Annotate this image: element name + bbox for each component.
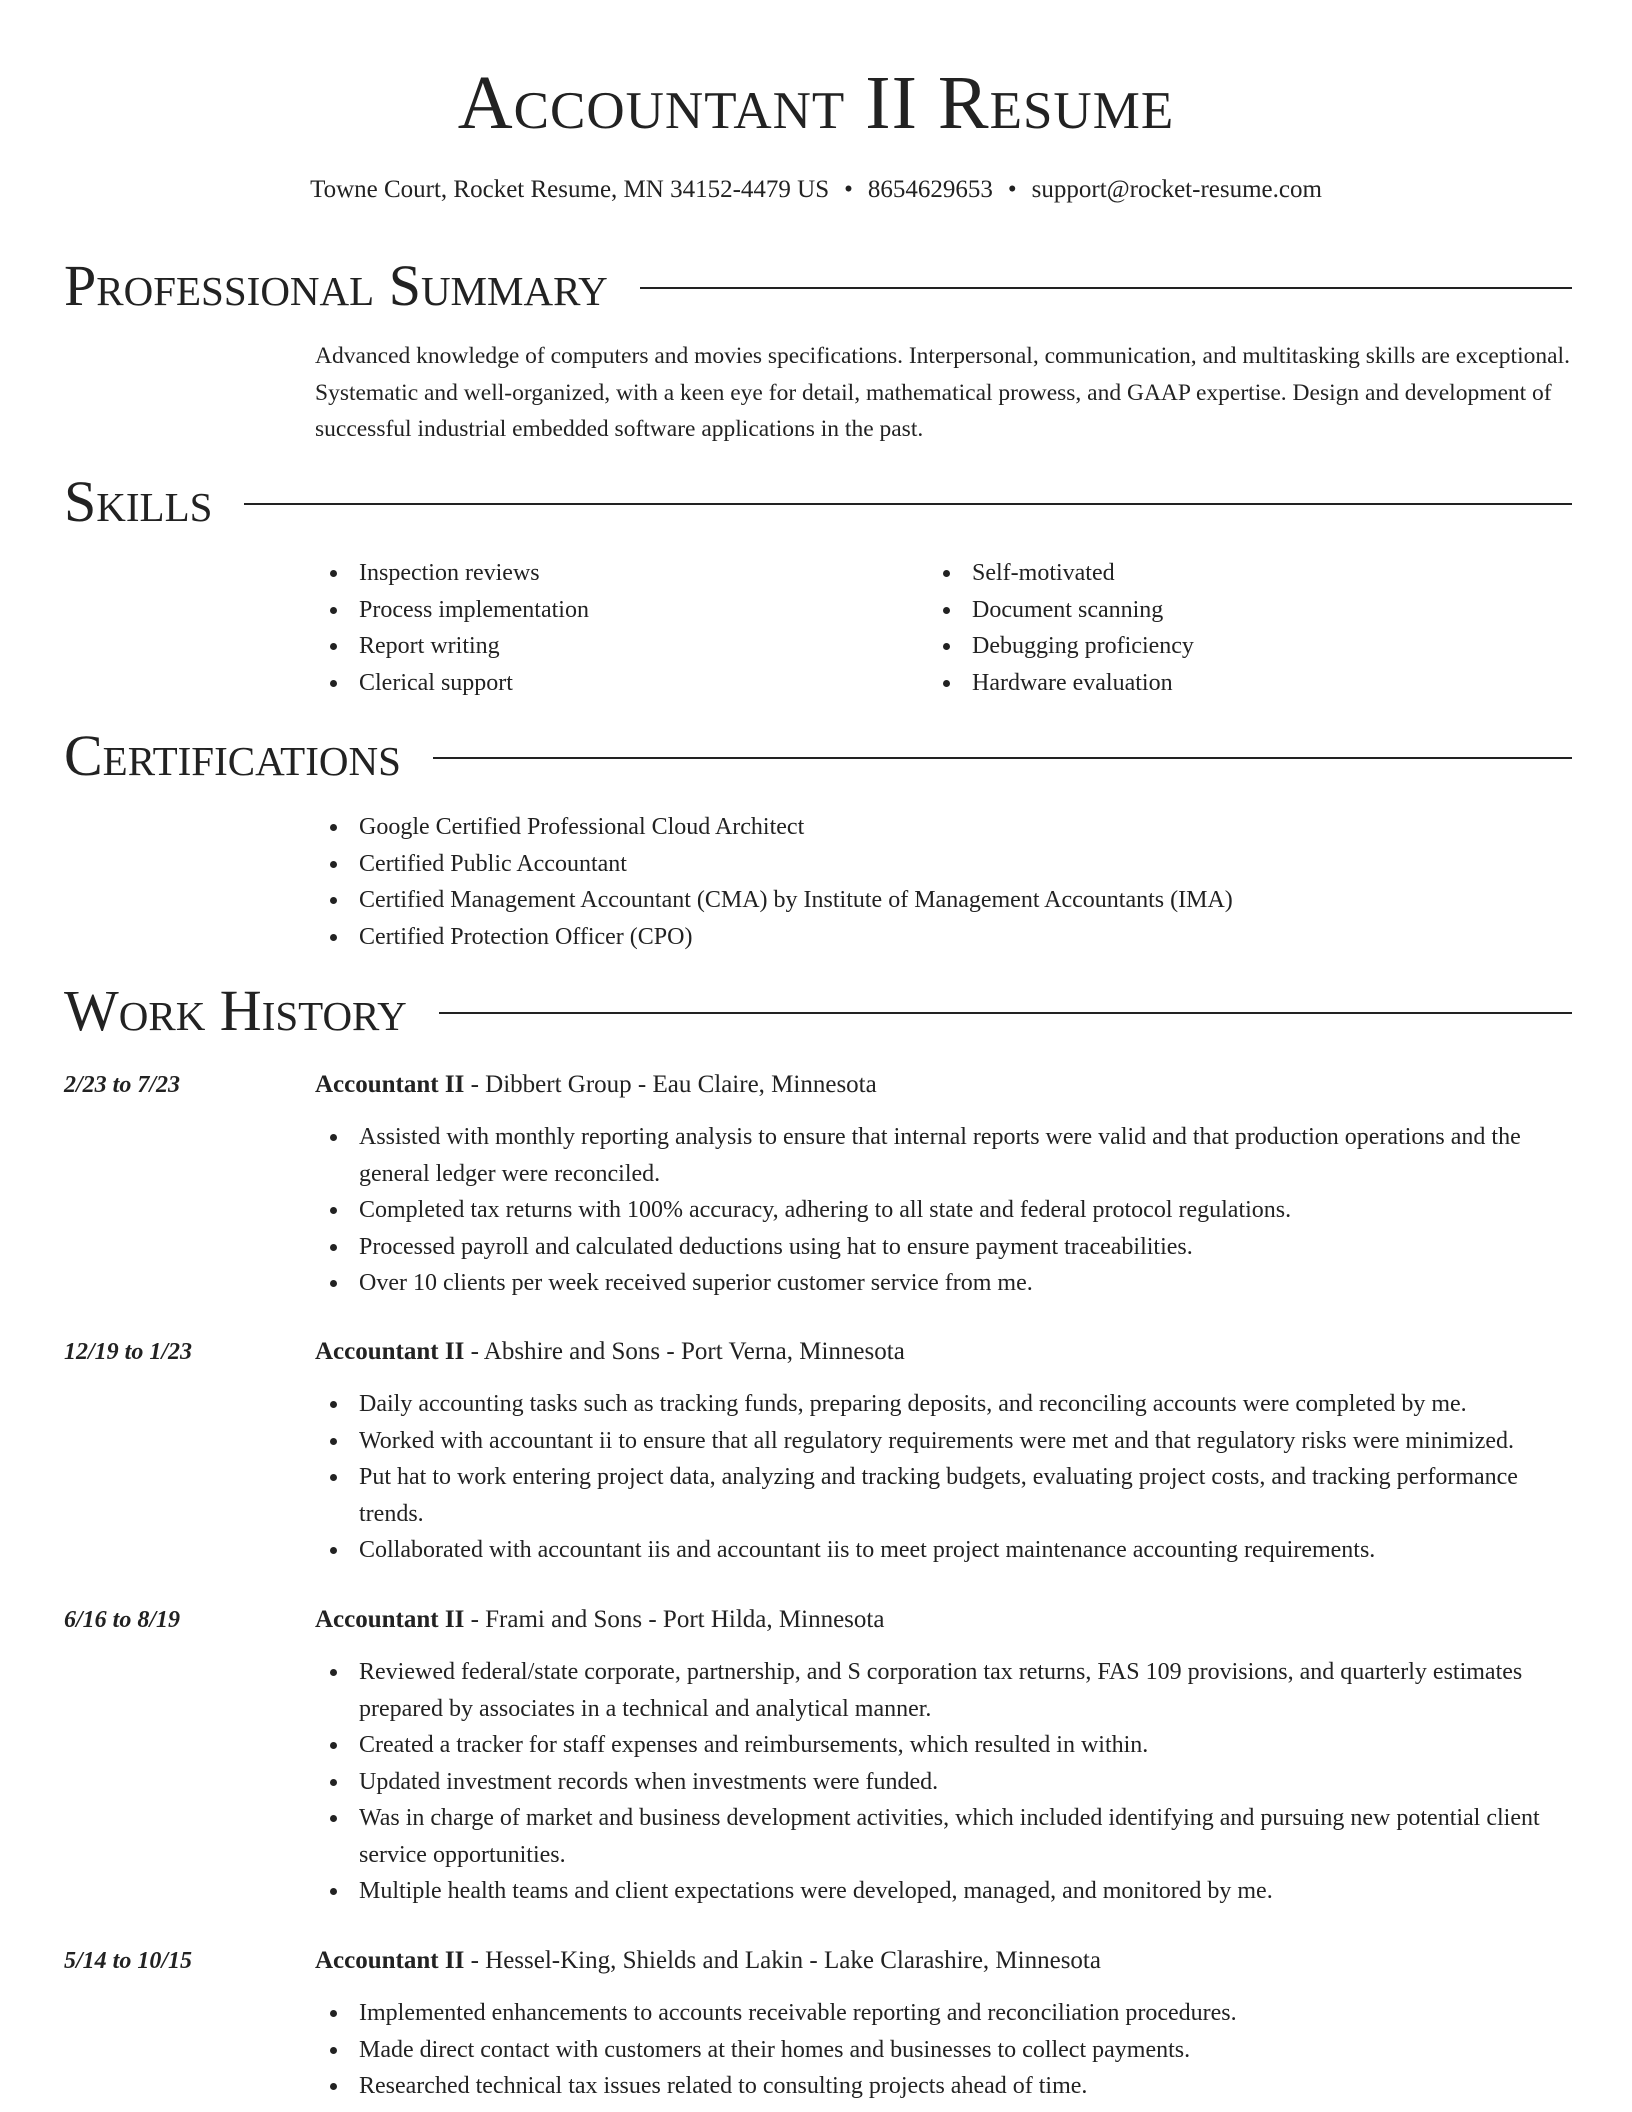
job-bullet: Implemented enhancements to accounts receivable reporting and reconciliation procedures. bbox=[315, 1995, 1572, 2032]
job-dates: 12/19 to 1/23 bbox=[64, 1339, 193, 1365]
section-header-skills bbox=[64, 469, 1572, 535]
section-header-summary bbox=[64, 253, 1572, 319]
job-title: Accountant II bbox=[315, 1338, 465, 1365]
section-divider bbox=[244, 503, 1572, 505]
job-bullet: Made direct contact with customers at their homes and businesses to collect payments. bbox=[315, 2032, 1572, 2069]
section-header-work-history bbox=[64, 978, 1572, 1044]
job-bullet: Daily accounting tasks such as tracking funds, preparing deposits, and reconciling accounts were completed by me. bbox=[315, 1386, 1572, 1423]
section-header-certifications bbox=[64, 723, 1572, 789]
job-bullet: Collaborated with accountant iis and accountant iis to meet project maintenance accounting requirements. bbox=[315, 1532, 1572, 1569]
job-bullets bbox=[315, 1386, 1572, 1569]
section-divider bbox=[433, 757, 1572, 759]
skill-item: Self-motivated bbox=[928, 555, 1528, 592]
skill-item: Report writing bbox=[315, 628, 915, 665]
job-bullet: Created a tracker for staff expenses and reimbursements, which resulted in within. bbox=[315, 1727, 1572, 1764]
contact-separator: • bbox=[844, 176, 853, 203]
section-title-certifications: Certifications bbox=[64, 723, 401, 788]
contact-line bbox=[0, 172, 1632, 208]
skill-item: Inspection reviews bbox=[315, 555, 915, 592]
certification-item: Certified Protection Officer (CPO) bbox=[315, 919, 1575, 956]
job-heading bbox=[315, 1334, 1572, 1370]
contact-email[interactable]: support@rocket-resume.com bbox=[1031, 176, 1322, 203]
certification-item: Google Certified Professional Cloud Architect bbox=[315, 809, 1575, 846]
job-bullets bbox=[315, 1654, 1572, 1910]
job-title: Accountant II bbox=[315, 1071, 465, 1098]
job-bullet: Over 10 clients per week received superior customer service from me. bbox=[315, 1265, 1572, 1302]
job-company: - Dibbert Group - Eau Claire, Minnesota bbox=[464, 1071, 877, 1098]
job-heading bbox=[315, 1602, 1572, 1638]
job-bullet: Researched technical tax issues related to consulting projects ahead of time. bbox=[315, 2068, 1572, 2105]
skill-item: Process implementation bbox=[315, 592, 915, 629]
job-bullets bbox=[315, 1995, 1572, 2105]
job-dates: 5/14 to 10/15 bbox=[64, 1948, 193, 1974]
contact-separator: • bbox=[1007, 176, 1017, 203]
certifications-list bbox=[315, 809, 1575, 955]
job-dates: 2/23 to 7/23 bbox=[64, 1072, 181, 1098]
job-heading bbox=[315, 1943, 1572, 1979]
skill-item: Clerical support bbox=[315, 665, 915, 702]
job-heading bbox=[315, 1067, 1572, 1103]
skills-list-right bbox=[928, 555, 1528, 701]
job-dates: 6/16 to 8/19 bbox=[64, 1607, 181, 1633]
job-bullet: Was in charge of market and business development activities, which included identifying and pursuing new potential client service opportunities. bbox=[315, 1800, 1572, 1873]
skills-list-left bbox=[315, 555, 915, 701]
job-title: Accountant II bbox=[315, 1947, 465, 1974]
section-title-skills: Skills bbox=[64, 469, 213, 534]
contact-address: Towne Court, Rocket Resume, MN 34152-4479 US bbox=[310, 176, 830, 203]
job-company: - Hessel-King, Shields and Lakin - Lake Clarashire, Minnesota bbox=[464, 1947, 1101, 1974]
contact-phone: 8654629653 bbox=[867, 176, 993, 203]
job-bullet: Multiple health teams and client expectations were developed, managed, and monitored by me. bbox=[315, 1873, 1572, 1910]
section-title-work-history: Work History bbox=[64, 978, 407, 1043]
skill-item: Hardware evaluation bbox=[928, 665, 1528, 702]
job-bullets bbox=[315, 1119, 1572, 1302]
skill-item: Debugging proficiency bbox=[928, 628, 1528, 665]
job-company: - Abshire and Sons - Port Verna, Minnesota bbox=[464, 1338, 905, 1365]
job-bullet: Assisted with monthly reporting analysis to ensure that internal reports were valid and that production operations and the general ledger were reconciled. bbox=[315, 1119, 1572, 1192]
summary-text: Advanced knowledge of computers and movies specifications. Interpersonal, communication, and multitasking skills are exceptional. Systematic and well-organized, with a keen eye for detail, mathematical prowess, and GAAP expertise. Design and development of successful industrial embedded software applications in the past. bbox=[315, 343, 1570, 442]
certification-item: Certified Public Accountant bbox=[315, 846, 1575, 883]
job-title: Accountant II bbox=[315, 1606, 465, 1633]
job-bullet: Processed payroll and calculated deductions using hat to ensure payment traceabilities. bbox=[315, 1229, 1572, 1266]
job-bullet: Put hat to work entering project data, analyzing and tracking budgets, evaluating project costs, and tracking performance trends. bbox=[315, 1459, 1572, 1532]
job-bullet: Completed tax returns with 100% accuracy, adhering to all state and federal protocol regulations. bbox=[315, 1192, 1572, 1229]
section-title-summary: Professional Summary bbox=[64, 253, 608, 318]
resume-title: Accountant II Resume bbox=[457, 61, 1175, 145]
skill-item: Document scanning bbox=[928, 592, 1528, 629]
job-bullet: Updated investment records when investments were funded. bbox=[315, 1764, 1572, 1801]
job-bullet: Reviewed federal/state corporate, partnership, and S corporation tax returns, FAS 109 provisions, and quarterly estimates prepared by associates in a technical and analytical manner. bbox=[315, 1654, 1572, 1727]
section-divider bbox=[439, 1012, 1572, 1014]
job-bullet: Worked with accountant ii to ensure that all regulatory requirements were met and that regulatory risks were minimized. bbox=[315, 1423, 1572, 1460]
job-company: - Frami and Sons - Port Hilda, Minnesota bbox=[464, 1606, 885, 1633]
section-divider bbox=[640, 287, 1572, 289]
certification-item: Certified Management Accountant (CMA) by Institute of Management Accountants (IMA) bbox=[315, 882, 1575, 919]
